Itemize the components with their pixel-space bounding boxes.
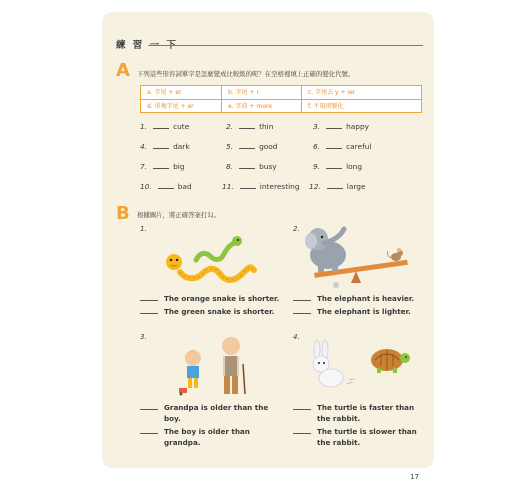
page-title: 練 習 一 下 [116,40,178,51]
answer-blank[interactable] [326,128,342,129]
option-text-continued: the rabbit. [317,414,361,423]
answer-option[interactable] [140,426,250,448]
word-number: 12. [309,182,321,191]
answer-option[interactable] [293,293,414,304]
word-text: big [173,162,185,171]
word-number: 10. [140,182,152,191]
code-table [140,85,422,113]
word-item [226,162,277,171]
word-item [313,162,362,171]
answer-option[interactable] [140,306,274,317]
option-text: The boy is older than [164,427,250,436]
section-a-letter: A [116,60,130,81]
checkbox-line[interactable] [140,409,158,410]
word-item [140,142,190,151]
word-number: 7. [140,162,148,171]
word-number: 4. [140,142,148,151]
option-text: The turtle is faster than [317,403,415,412]
answer-option[interactable] [140,402,268,424]
word-text: long [346,162,363,171]
answer-blank[interactable] [239,168,255,169]
code-cell: f. 不規則變化 [301,100,421,113]
answer-blank[interactable] [327,188,343,189]
option-text: The green snake is shorter. [164,307,275,316]
answer-option[interactable] [140,293,279,304]
item-number: 1. [140,225,147,233]
word-text: large [346,182,366,191]
answer-blank[interactable] [326,168,342,169]
word-text: cute [173,122,190,131]
checkbox-line[interactable] [293,300,311,301]
checkbox-line[interactable] [293,409,311,410]
answer-blank[interactable] [326,148,342,149]
answer-option[interactable] [293,426,417,448]
item-number: 3. [140,333,147,341]
word-text: happy [346,122,370,131]
section-b-letter: B [116,203,130,224]
answer-blank[interactable] [239,128,255,129]
option-text: The turtle is slower than [317,427,417,436]
word-text: bad [177,182,192,191]
checkbox-line[interactable] [140,300,158,301]
word-number: 5. [226,142,234,151]
word-item [309,182,366,191]
word-number: 9. [313,162,321,171]
page-number: 17 [410,473,419,481]
answer-blank[interactable] [158,188,174,189]
code-cell: c. 字尾去 y + ier [301,86,421,99]
answer-blank[interactable] [239,148,255,149]
option-text: Grandpa is older than the [164,403,269,412]
turtle-rabbit-illustration [305,340,415,392]
word-number: 1. [140,122,148,131]
word-item [226,122,273,131]
word-item [313,142,371,151]
word-number: 6. [313,142,321,151]
word-text: good [259,142,278,151]
word-item [226,142,278,151]
option-text: The elephant is lighter. [317,307,411,316]
answer-blank[interactable] [153,168,169,169]
word-item [222,182,300,191]
word-item [313,122,369,131]
code-cell: b. 字尾 + r [221,86,301,99]
option-text-continued: grandpa. [164,438,201,447]
word-text: thin [259,122,274,131]
code-cell: a. 字尾 + er [147,89,182,96]
grandpa-boy-illustration [175,332,265,398]
word-text: dark [173,142,190,151]
code-row [141,99,421,113]
section-a-instruction: 下列這些形容詞單字是怎麼變成比較級的呢？在空格裡填上正確的變化代號。 [137,70,355,78]
item-number: 4. [293,333,300,341]
answer-blank[interactable] [240,188,256,189]
answer-blank[interactable] [153,128,169,129]
answer-option[interactable] [293,306,411,317]
option-text-continued: boy. [164,414,181,423]
word-text: busy [259,162,277,171]
word-text: careful [346,142,372,151]
title-rule [148,45,423,46]
checkbox-line[interactable] [140,313,158,314]
option-text: The orange snake is shorter. [164,294,280,303]
checkbox-line[interactable] [140,433,158,434]
word-number: 11. [222,182,234,191]
word-item [140,182,192,191]
section-b-instruction: 根據圖片，將正確答案打勾。 [137,211,221,219]
code-cell: e. 字前 + more [221,100,301,113]
word-item [140,162,185,171]
word-number: 3. [313,122,321,131]
option-text-continued: the rabbit. [317,438,361,447]
word-item [140,122,189,131]
checkbox-line[interactable] [293,313,311,314]
code-cell: d. 重複字尾 + er [147,103,194,110]
answer-option[interactable] [293,402,414,424]
code-row [141,86,421,99]
checkbox-line[interactable] [293,433,311,434]
snakes-illustration [160,232,260,288]
elephant-seesaw-illustration [296,225,416,287]
word-number: 2. [226,122,234,131]
word-text: interesting [259,182,300,191]
item-number: 2. [293,225,300,233]
word-number: 8. [226,162,234,171]
answer-blank[interactable] [153,148,169,149]
option-text: The elephant is heavier. [317,294,415,303]
